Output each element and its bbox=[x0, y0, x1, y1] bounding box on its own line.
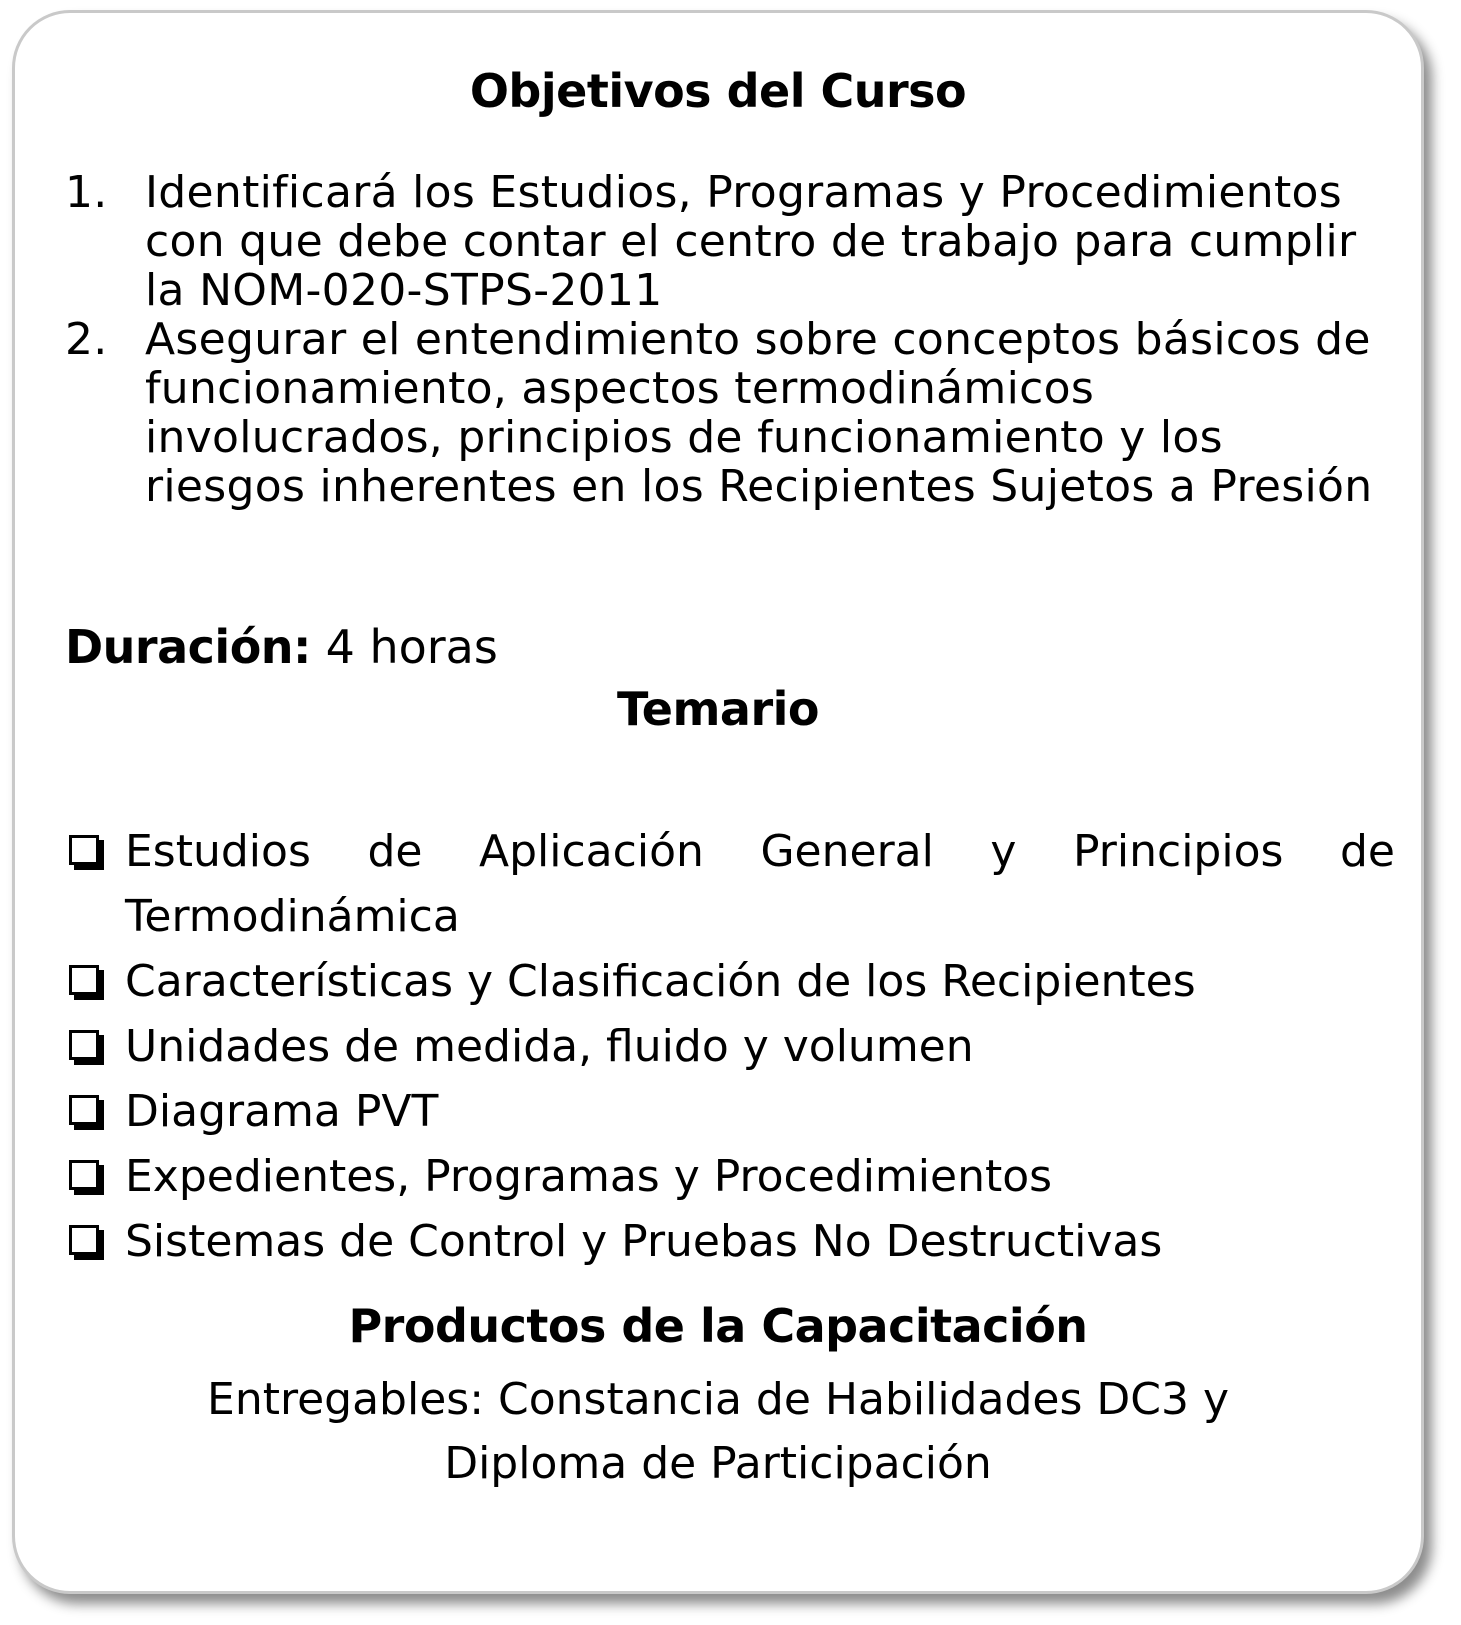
objective-item-1 bbox=[65, 168, 1395, 315]
deliverables-line-1: Entregables: Constancia de Habilidades DC3 y bbox=[207, 1374, 1229, 1425]
syllabus-item bbox=[65, 1209, 1395, 1274]
syllabus-item-text: Características y Clasificación de los Recipientes bbox=[125, 956, 1196, 1007]
syllabus-item-text: Unidades de medida, fluido y volumen bbox=[125, 1021, 974, 1072]
duration-value: 4 horas bbox=[310, 620, 498, 674]
syllabus-item-text: Estudios de Aplicación General y Principios de Termodinámica bbox=[125, 826, 1395, 942]
checkbox-icon bbox=[69, 965, 99, 995]
objective-text: Asegurar el entendimiento sobre conceptos básicos de funcionamiento, aspectos termodinámicos involucrados, principios de funcionamiento y los riesgos inherentes en los Recipientes Sujetos a Presión bbox=[145, 314, 1373, 512]
syllabus-item-text: Sistemas de Control y Pruebas No Destructivas bbox=[125, 1216, 1163, 1267]
objective-text: Identificará los Estudios, Programas y Procedimientos con que debe contar el centro de trabajo para cumplir la NOM-020-STPS-2011 bbox=[145, 167, 1357, 316]
deliverables-text bbox=[15, 1368, 1421, 1496]
checkbox-icon bbox=[69, 1030, 99, 1060]
syllabus-item bbox=[65, 1014, 1395, 1079]
course-info-card bbox=[12, 10, 1424, 1594]
syllabus-item-text: Expedientes, Programas y Procedimientos bbox=[125, 1151, 1053, 1202]
syllabus-item bbox=[65, 1144, 1395, 1209]
deliverables-line-2: Diploma de Participación bbox=[444, 1438, 992, 1489]
duration-line bbox=[65, 619, 498, 675]
syllabus-list bbox=[65, 819, 1395, 1274]
syllabus-item bbox=[65, 949, 1395, 1014]
objective-number: 2. bbox=[65, 314, 108, 365]
objectives-list bbox=[65, 168, 1395, 511]
checkbox-icon bbox=[69, 1095, 99, 1125]
syllabus-item bbox=[65, 1079, 1395, 1144]
syllabus-title: Temario bbox=[617, 682, 819, 736]
products-title: Productos de la Capacitación bbox=[348, 1299, 1088, 1353]
duration-label: Duración: bbox=[65, 620, 311, 674]
objective-item-2 bbox=[65, 315, 1395, 511]
objective-number: 1. bbox=[65, 167, 108, 218]
syllabus-item bbox=[65, 819, 1395, 949]
checkbox-icon bbox=[69, 1160, 99, 1190]
objectives-title: Objetivos del Curso bbox=[469, 64, 967, 118]
checkbox-icon bbox=[69, 1225, 99, 1255]
syllabus-item-text: Diagrama PVT bbox=[125, 1086, 439, 1137]
checkbox-icon bbox=[69, 835, 99, 865]
